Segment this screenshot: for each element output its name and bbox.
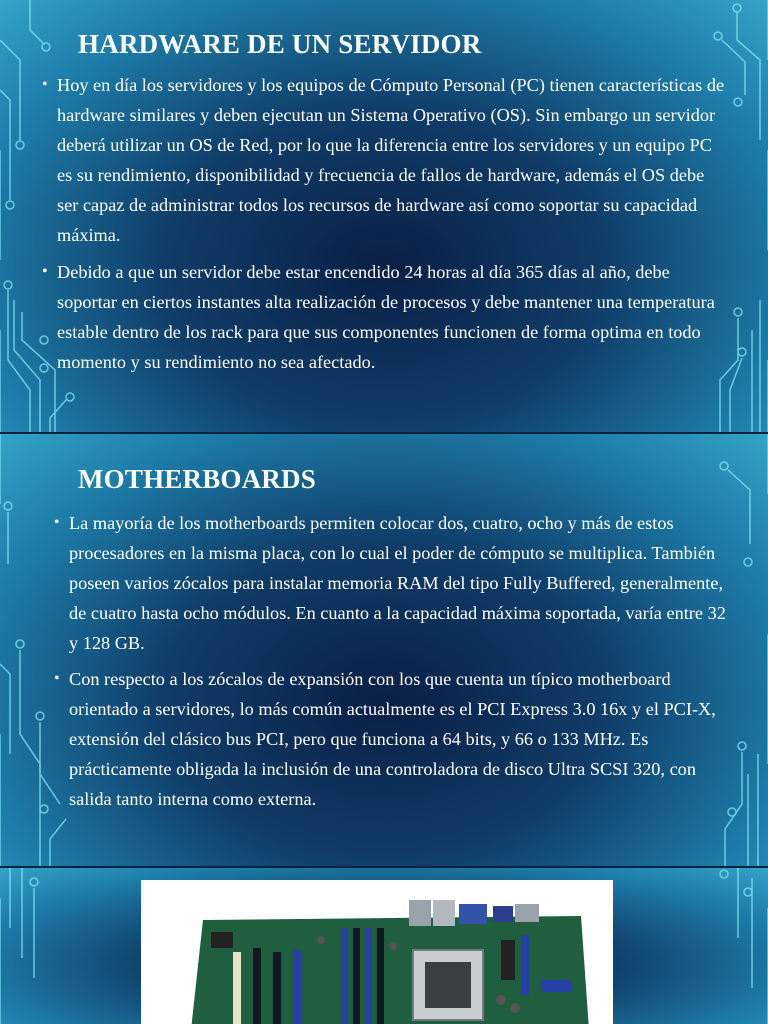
slide-motherboard-image bbox=[0, 868, 768, 1024]
list-item bbox=[54, 664, 729, 814]
list-item bbox=[42, 257, 729, 377]
bullet-text: Hoy en día los servidores y los equipos de Cómputo Personal (PC) tienen características de hardware similares y deben ejecutan un Sistema Operativo (OS). Sin embargo un servidor deberá utilizar un OS de Red, por lo que la diferencia entre los servidores y un equipo PC es su rendimiento, disponibilidad y frecuencia de fallos de hardware, además el OS debe ser capaz de administrar todos los recursos de hardware así como soportar su capacidad máxima. bbox=[57, 75, 725, 245]
bullet-list bbox=[42, 70, 729, 384]
list-item bbox=[54, 508, 729, 658]
slide-hardware-servidor bbox=[0, 0, 768, 432]
bullet-icon: • bbox=[54, 514, 60, 531]
bullet-text: Con respecto a los zócalos de expansión con los que cuenta un típico motherboard orientado a servidores, lo más común actualmente es el PCI Express 3.0 16x y el PCI-X, extensión del clásico bus PCI, pero que funciona a 64 bits, y 66 o 133 MHz. Es prácticamente obligada la inclusión de una controladora de disco Ultra SCSI 320, con salida tanto interna como externa. bbox=[69, 669, 716, 809]
list-item bbox=[42, 70, 729, 250]
motherboard-photo bbox=[141, 880, 613, 1024]
bullet-list bbox=[54, 508, 729, 820]
bullet-icon: • bbox=[54, 670, 60, 687]
bullet-icon: • bbox=[42, 76, 48, 93]
slide-title: HARDWARE DE UN SERVIDOR bbox=[78, 29, 482, 59]
bullet-text: La mayoría de los motherboards permiten colocar dos, cuatro, ocho y más de estos procesadores en la misma placa, con lo cual el poder de cómputo se multiplica. También poseen varios zócalos para instalar memoria RAM del tipo Fully Buffered, generalmente, de cuatro hasta ocho módulos. En cuanto a la capacidad máxima soportada, varía entre 32 y 128 GB. bbox=[69, 513, 726, 653]
bullet-text: Debido a que un servidor debe estar encendido 24 horas al día 365 días al año, debe soportar en ciertos instantes alta realización de procesos y debe mantener una temperatura estable dentro de los rack para que sus componentes funcionen de forma optima en todo momento y su rendimiento no sea afectado. bbox=[57, 262, 715, 372]
slide-motherboards bbox=[0, 434, 768, 866]
slide-title: MOTHERBOARDS bbox=[78, 464, 316, 494]
motherboard-image bbox=[141, 880, 613, 1024]
bullet-icon: • bbox=[42, 263, 48, 280]
